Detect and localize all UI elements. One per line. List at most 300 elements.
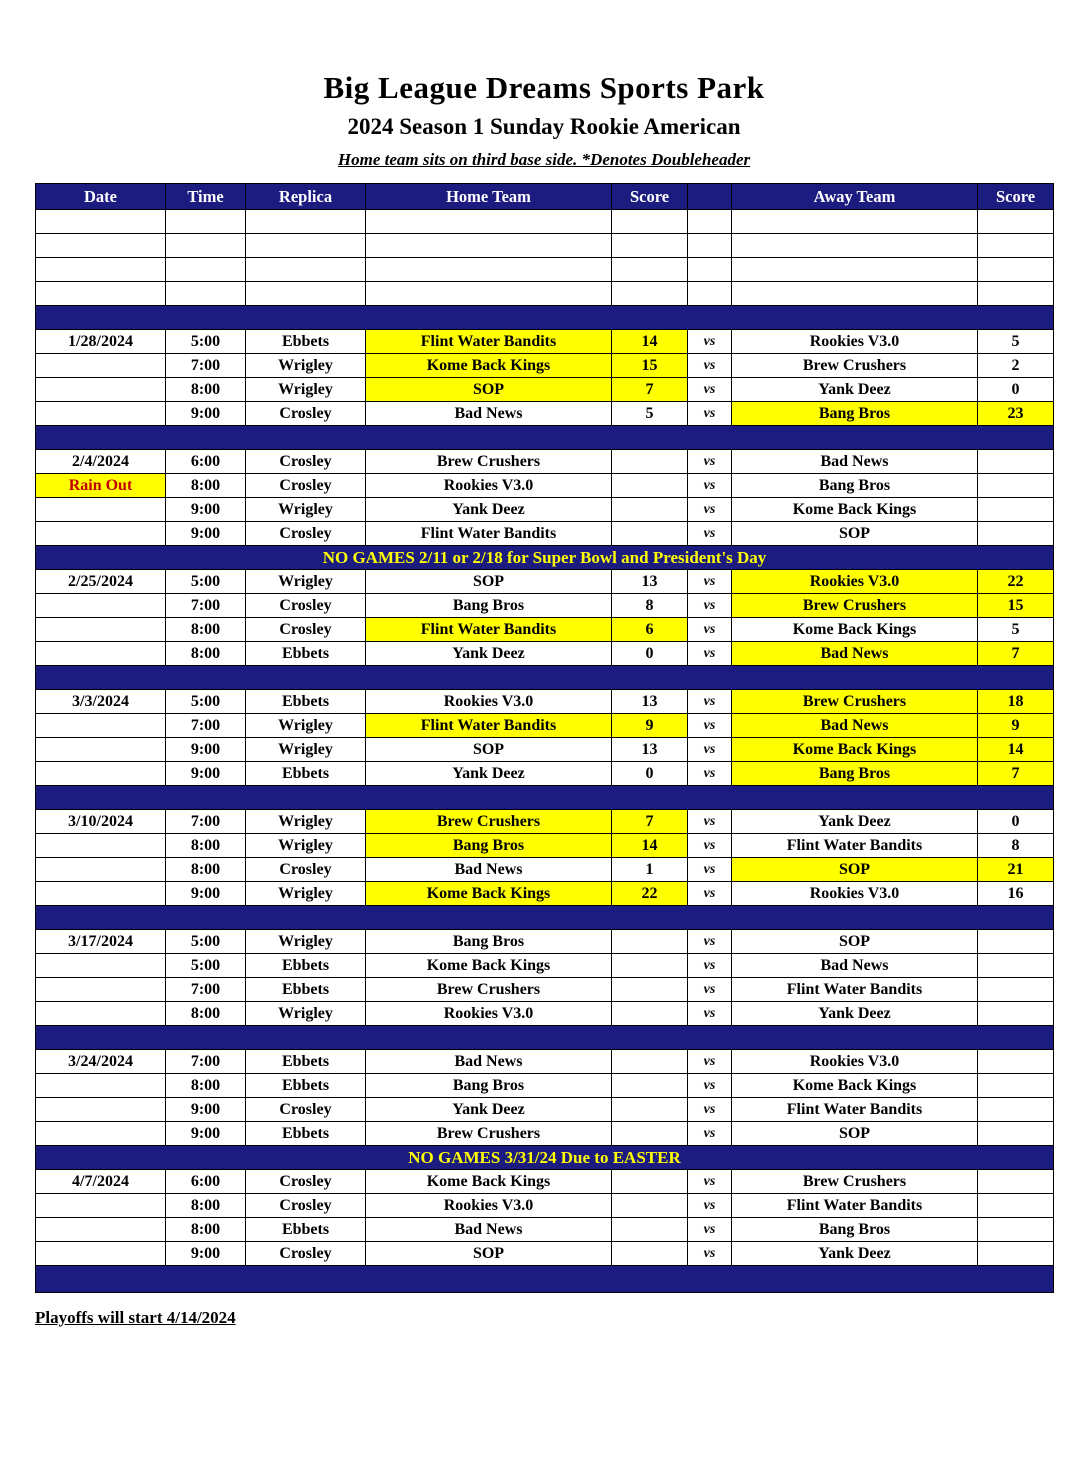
away-team-cell: Bang Bros	[732, 474, 978, 498]
col-header-home-team: Home Team	[366, 184, 612, 210]
game-row	[36, 330, 1054, 354]
replica-cell: Wrigley	[246, 810, 366, 834]
col-header-date: Date	[36, 184, 166, 210]
game-row	[36, 1002, 1054, 1026]
vs-cell: vs	[688, 954, 732, 978]
home-team-cell: Bad News	[366, 858, 612, 882]
home-score-cell: 13	[612, 570, 688, 594]
away-team-cell: Bang Bros	[732, 402, 978, 426]
game-row	[36, 618, 1054, 642]
game-row	[36, 354, 1054, 378]
vs-cell: vs	[688, 1122, 732, 1146]
home-team-cell: Bad News	[366, 1050, 612, 1074]
home-team-cell: Flint Water Bandits	[366, 714, 612, 738]
home-team-cell: Rookies V3.0	[366, 1194, 612, 1218]
away-team-cell: Bad News	[732, 714, 978, 738]
date-cell	[36, 354, 166, 378]
date-cell: 3/24/2024	[36, 1050, 166, 1074]
col-header-vs	[688, 184, 732, 210]
time-cell: 8:00	[166, 1002, 246, 1026]
away-score-cell	[978, 1002, 1054, 1026]
game-row	[36, 714, 1054, 738]
page-title: Big League Dreams Sports Park	[323, 70, 765, 105]
vs-cell: vs	[688, 762, 732, 786]
time-cell: 8:00	[166, 378, 246, 402]
blank-cell	[612, 258, 688, 282]
away-score-cell	[978, 1050, 1054, 1074]
away-team-cell: Bad News	[732, 450, 978, 474]
game-row	[36, 762, 1054, 786]
blank-cell	[36, 258, 166, 282]
away-score-cell: 5	[978, 618, 1054, 642]
away-team-cell: Flint Water Bandits	[732, 1194, 978, 1218]
home-team-cell: Yank Deez	[366, 642, 612, 666]
blank-cell	[246, 210, 366, 234]
home-team-cell: Flint Water Bandits	[366, 618, 612, 642]
away-team-cell: Flint Water Bandits	[732, 1098, 978, 1122]
game-row	[36, 570, 1054, 594]
away-score-cell: 15	[978, 594, 1054, 618]
home-score-cell	[612, 1098, 688, 1122]
home-team-cell: SOP	[366, 378, 612, 402]
notice-text: NO GAMES 2/11 or 2/18 for Super Bowl and President's Day	[36, 546, 1054, 570]
away-team-cell: Brew Crushers	[732, 690, 978, 714]
home-score-cell	[612, 1002, 688, 1026]
away-team-cell: Kome Back Kings	[732, 618, 978, 642]
blank-cell	[366, 234, 612, 258]
separator-cell	[36, 426, 1054, 450]
time-cell: 9:00	[166, 738, 246, 762]
vs-cell: vs	[688, 834, 732, 858]
blank-cell	[978, 210, 1054, 234]
blank-cell	[612, 282, 688, 306]
replica-cell: Crosley	[246, 522, 366, 546]
vs-cell: vs	[688, 594, 732, 618]
blank-cell	[166, 210, 246, 234]
home-team-cell: Kome Back Kings	[366, 954, 612, 978]
vs-cell: vs	[688, 618, 732, 642]
game-row	[36, 882, 1054, 906]
vs-cell: vs	[688, 1074, 732, 1098]
home-score-cell: 8	[612, 594, 688, 618]
time-cell: 7:00	[166, 594, 246, 618]
home-team-cell: Brew Crushers	[366, 450, 612, 474]
home-team-cell: Bang Bros	[366, 594, 612, 618]
home-score-cell	[612, 1194, 688, 1218]
away-score-cell: 7	[978, 642, 1054, 666]
time-cell: 7:00	[166, 714, 246, 738]
blank-cell	[246, 258, 366, 282]
date-cell	[36, 498, 166, 522]
replica-cell: Crosley	[246, 1194, 366, 1218]
vs-cell: vs	[688, 330, 732, 354]
vs-cell: vs	[688, 498, 732, 522]
home-team-cell: Brew Crushers	[366, 1122, 612, 1146]
blank-cell	[166, 234, 246, 258]
vs-cell: vs	[688, 810, 732, 834]
vs-cell: vs	[688, 1002, 732, 1026]
home-score-cell	[612, 1170, 688, 1194]
replica-cell: Crosley	[246, 1242, 366, 1266]
separator-cell	[36, 666, 1054, 690]
replica-cell: Crosley	[246, 450, 366, 474]
home-team-cell: Bang Bros	[366, 834, 612, 858]
away-score-cell	[978, 1122, 1054, 1146]
playoffs-footer: Playoffs will start 4/14/2024	[35, 1308, 236, 1327]
time-cell: 9:00	[166, 1098, 246, 1122]
away-score-cell: 18	[978, 690, 1054, 714]
home-score-cell	[612, 1218, 688, 1242]
home-team-cell: Flint Water Bandits	[366, 522, 612, 546]
col-header-replica: Replica	[246, 184, 366, 210]
time-cell: 9:00	[166, 882, 246, 906]
game-row	[36, 594, 1054, 618]
col-header-home-score: Score	[612, 184, 688, 210]
home-team-cell: Rookies V3.0	[366, 1002, 612, 1026]
home-score-cell: 7	[612, 378, 688, 402]
home-score-cell	[612, 930, 688, 954]
away-score-cell	[978, 450, 1054, 474]
vs-cell: vs	[688, 1050, 732, 1074]
col-header-away-score: Score	[978, 184, 1054, 210]
vs-cell: vs	[688, 738, 732, 762]
vs-cell: vs	[688, 522, 732, 546]
time-cell: 9:00	[166, 402, 246, 426]
blank-cell	[978, 258, 1054, 282]
away-score-cell: 9	[978, 714, 1054, 738]
replica-cell: Wrigley	[246, 738, 366, 762]
time-cell: 5:00	[166, 930, 246, 954]
vs-cell: vs	[688, 474, 732, 498]
vs-cell: vs	[688, 930, 732, 954]
home-team-cell: Rookies V3.0	[366, 474, 612, 498]
date-cell: 1/28/2024	[36, 330, 166, 354]
blank-cell	[36, 282, 166, 306]
time-cell: 8:00	[166, 618, 246, 642]
replica-cell: Ebbets	[246, 762, 366, 786]
date-cell	[36, 594, 166, 618]
schedule-table	[35, 183, 1054, 1293]
home-team-cell: Bang Bros	[366, 930, 612, 954]
replica-cell: Ebbets	[246, 1050, 366, 1074]
date-cell	[36, 1242, 166, 1266]
replica-cell: Crosley	[246, 594, 366, 618]
game-row	[36, 1170, 1054, 1194]
date-cell	[36, 1122, 166, 1146]
home-score-cell	[612, 1050, 688, 1074]
separator-row	[36, 1026, 1054, 1050]
away-score-cell	[978, 1098, 1054, 1122]
away-team-cell: Kome Back Kings	[732, 738, 978, 762]
blank-cell	[688, 258, 732, 282]
home-team-cell: SOP	[366, 738, 612, 762]
date-cell	[36, 858, 166, 882]
home-team-cell: Kome Back Kings	[366, 1170, 612, 1194]
time-cell: 8:00	[166, 1194, 246, 1218]
time-cell: 5:00	[166, 690, 246, 714]
blank-row	[36, 210, 1054, 234]
schedule-body	[36, 210, 1054, 1293]
away-team-cell: Yank Deez	[732, 378, 978, 402]
time-cell: 6:00	[166, 450, 246, 474]
time-cell: 8:00	[166, 474, 246, 498]
blank-cell	[688, 210, 732, 234]
replica-cell: Ebbets	[246, 1074, 366, 1098]
time-cell: 8:00	[166, 834, 246, 858]
game-row	[36, 930, 1054, 954]
blank-cell	[166, 258, 246, 282]
home-score-cell: 9	[612, 714, 688, 738]
home-score-cell: 6	[612, 618, 688, 642]
date-cell: 4/7/2024	[36, 1170, 166, 1194]
home-team-cell: Flint Water Bandits	[366, 330, 612, 354]
home-team-cell: Kome Back Kings	[366, 882, 612, 906]
date-cell	[36, 714, 166, 738]
away-score-cell	[978, 1074, 1054, 1098]
time-cell: 9:00	[166, 498, 246, 522]
away-team-cell: Bang Bros	[732, 762, 978, 786]
away-score-cell: 21	[978, 858, 1054, 882]
separator-cell	[36, 906, 1054, 930]
time-cell: 9:00	[166, 1242, 246, 1266]
game-row	[36, 1242, 1054, 1266]
time-cell: 8:00	[166, 642, 246, 666]
separator-row	[36, 1266, 1054, 1293]
home-team-note: Home team sits on third base side. *Denotes Doubleheader	[337, 150, 751, 169]
separator-cell	[36, 1266, 1054, 1293]
away-team-cell: SOP	[732, 930, 978, 954]
blank-cell	[732, 234, 978, 258]
vs-cell: vs	[688, 1242, 732, 1266]
home-team-cell: Brew Crushers	[366, 978, 612, 1002]
home-score-cell	[612, 1122, 688, 1146]
home-team-cell: Bang Bros	[366, 1074, 612, 1098]
notice-row	[36, 1146, 1054, 1170]
blank-cell	[732, 282, 978, 306]
game-row	[36, 522, 1054, 546]
date-cell	[36, 978, 166, 1002]
away-team-cell: Kome Back Kings	[732, 1074, 978, 1098]
home-score-cell	[612, 978, 688, 1002]
game-row	[36, 378, 1054, 402]
blank-cell	[366, 258, 612, 282]
blank-cell	[978, 282, 1054, 306]
away-score-cell	[978, 1194, 1054, 1218]
blank-row	[36, 234, 1054, 258]
replica-cell: Crosley	[246, 1170, 366, 1194]
replica-cell: Ebbets	[246, 1122, 366, 1146]
col-header-away-team: Away Team	[732, 184, 978, 210]
blank-cell	[246, 282, 366, 306]
date-cell	[36, 954, 166, 978]
date-cell	[36, 1098, 166, 1122]
away-score-cell	[978, 978, 1054, 1002]
notice-row	[36, 546, 1054, 570]
blank-cell	[732, 210, 978, 234]
home-score-cell: 1	[612, 858, 688, 882]
date-cell: 2/4/2024	[36, 450, 166, 474]
replica-cell: Crosley	[246, 474, 366, 498]
header-row	[36, 184, 1054, 210]
away-score-cell	[978, 954, 1054, 978]
home-team-cell: Yank Deez	[366, 1098, 612, 1122]
blank-cell	[612, 234, 688, 258]
home-team-cell: Kome Back Kings	[366, 354, 612, 378]
replica-cell: Wrigley	[246, 1002, 366, 1026]
blank-row	[36, 282, 1054, 306]
blank-cell	[688, 282, 732, 306]
away-team-cell: Bang Bros	[732, 1218, 978, 1242]
date-cell: 2/25/2024	[36, 570, 166, 594]
away-team-cell: SOP	[732, 522, 978, 546]
game-row	[36, 1098, 1054, 1122]
home-score-cell: 7	[612, 810, 688, 834]
away-score-cell: 8	[978, 834, 1054, 858]
date-cell	[36, 882, 166, 906]
blank-cell	[36, 210, 166, 234]
replica-cell: Wrigley	[246, 378, 366, 402]
blank-cell	[366, 210, 612, 234]
time-cell: 9:00	[166, 522, 246, 546]
replica-cell: Wrigley	[246, 498, 366, 522]
home-score-cell	[612, 1242, 688, 1266]
game-row	[36, 402, 1054, 426]
away-score-cell	[978, 1218, 1054, 1242]
col-header-time: Time	[166, 184, 246, 210]
away-team-cell: Bad News	[732, 954, 978, 978]
away-score-cell	[978, 1170, 1054, 1194]
game-row	[36, 498, 1054, 522]
away-team-cell: Yank Deez	[732, 810, 978, 834]
away-team-cell: Bad News	[732, 642, 978, 666]
away-score-cell: 7	[978, 762, 1054, 786]
page-subtitle: 2024 Season 1 Sunday Rookie American	[347, 114, 741, 139]
separator-row	[36, 906, 1054, 930]
replica-cell: Ebbets	[246, 1218, 366, 1242]
away-score-cell: 5	[978, 330, 1054, 354]
away-team-cell: Brew Crushers	[732, 1170, 978, 1194]
separator-row	[36, 306, 1054, 330]
home-score-cell: 22	[612, 882, 688, 906]
away-score-cell	[978, 474, 1054, 498]
date-cell: 3/3/2024	[36, 690, 166, 714]
home-team-cell: Yank Deez	[366, 498, 612, 522]
time-cell: 9:00	[166, 1122, 246, 1146]
vs-cell: vs	[688, 1194, 732, 1218]
vs-cell: vs	[688, 450, 732, 474]
home-team-cell: Rookies V3.0	[366, 690, 612, 714]
date-cell	[36, 1002, 166, 1026]
home-score-cell	[612, 474, 688, 498]
vs-cell: vs	[688, 1098, 732, 1122]
time-cell: 6:00	[166, 1170, 246, 1194]
home-team-cell: SOP	[366, 570, 612, 594]
date-cell	[36, 522, 166, 546]
home-score-cell: 14	[612, 834, 688, 858]
time-cell: 7:00	[166, 1050, 246, 1074]
home-score-cell: 14	[612, 330, 688, 354]
date-cell: 3/10/2024	[36, 810, 166, 834]
home-score-cell: 13	[612, 690, 688, 714]
time-cell: 7:00	[166, 354, 246, 378]
vs-cell: vs	[688, 1218, 732, 1242]
vs-cell: vs	[688, 882, 732, 906]
home-score-cell	[612, 1074, 688, 1098]
date-cell: 3/17/2024	[36, 930, 166, 954]
away-team-cell: SOP	[732, 858, 978, 882]
vs-cell: vs	[688, 978, 732, 1002]
game-row	[36, 690, 1054, 714]
date-cell	[36, 1194, 166, 1218]
away-team-cell: SOP	[732, 1122, 978, 1146]
home-score-cell	[612, 498, 688, 522]
game-row	[36, 810, 1054, 834]
game-row	[36, 978, 1054, 1002]
home-score-cell: 15	[612, 354, 688, 378]
away-team-cell: Rookies V3.0	[732, 330, 978, 354]
home-score-cell: 13	[612, 738, 688, 762]
blank-cell	[166, 282, 246, 306]
away-score-cell: 0	[978, 810, 1054, 834]
home-team-cell: Yank Deez	[366, 762, 612, 786]
vs-cell: vs	[688, 714, 732, 738]
game-row	[36, 858, 1054, 882]
away-team-cell: Yank Deez	[732, 1002, 978, 1026]
home-team-cell: Bad News	[366, 402, 612, 426]
away-team-cell: Brew Crushers	[732, 594, 978, 618]
home-score-cell: 0	[612, 642, 688, 666]
date-cell	[36, 642, 166, 666]
vs-cell: vs	[688, 690, 732, 714]
replica-cell: Wrigley	[246, 930, 366, 954]
separator-cell	[36, 1026, 1054, 1050]
away-team-cell: Rookies V3.0	[732, 1050, 978, 1074]
away-score-cell: 16	[978, 882, 1054, 906]
away-team-cell: Rookies V3.0	[732, 882, 978, 906]
home-team-cell: SOP	[366, 1242, 612, 1266]
vs-cell: vs	[688, 402, 732, 426]
replica-cell: Wrigley	[246, 834, 366, 858]
home-score-cell: 0	[612, 762, 688, 786]
time-cell: 5:00	[166, 330, 246, 354]
blank-row	[36, 258, 1054, 282]
blank-cell	[36, 234, 166, 258]
blank-cell	[246, 234, 366, 258]
replica-cell: Crosley	[246, 1098, 366, 1122]
away-score-cell	[978, 1242, 1054, 1266]
home-score-cell	[612, 450, 688, 474]
home-score-cell: 5	[612, 402, 688, 426]
vs-cell: vs	[688, 642, 732, 666]
replica-cell: Wrigley	[246, 714, 366, 738]
away-score-cell: 14	[978, 738, 1054, 762]
game-row	[36, 1122, 1054, 1146]
date-cell	[36, 1218, 166, 1242]
date-cell	[36, 618, 166, 642]
notice-text: NO GAMES 3/31/24 Due to EASTER	[36, 1146, 1054, 1170]
blank-cell	[732, 258, 978, 282]
vs-cell: vs	[688, 570, 732, 594]
away-team-cell: Brew Crushers	[732, 354, 978, 378]
away-score-cell	[978, 498, 1054, 522]
away-team-cell: Flint Water Bandits	[732, 834, 978, 858]
game-row	[36, 834, 1054, 858]
replica-cell: Crosley	[246, 402, 366, 426]
separator-row	[36, 666, 1054, 690]
game-row	[36, 642, 1054, 666]
date-cell	[36, 1074, 166, 1098]
time-cell: 7:00	[166, 810, 246, 834]
